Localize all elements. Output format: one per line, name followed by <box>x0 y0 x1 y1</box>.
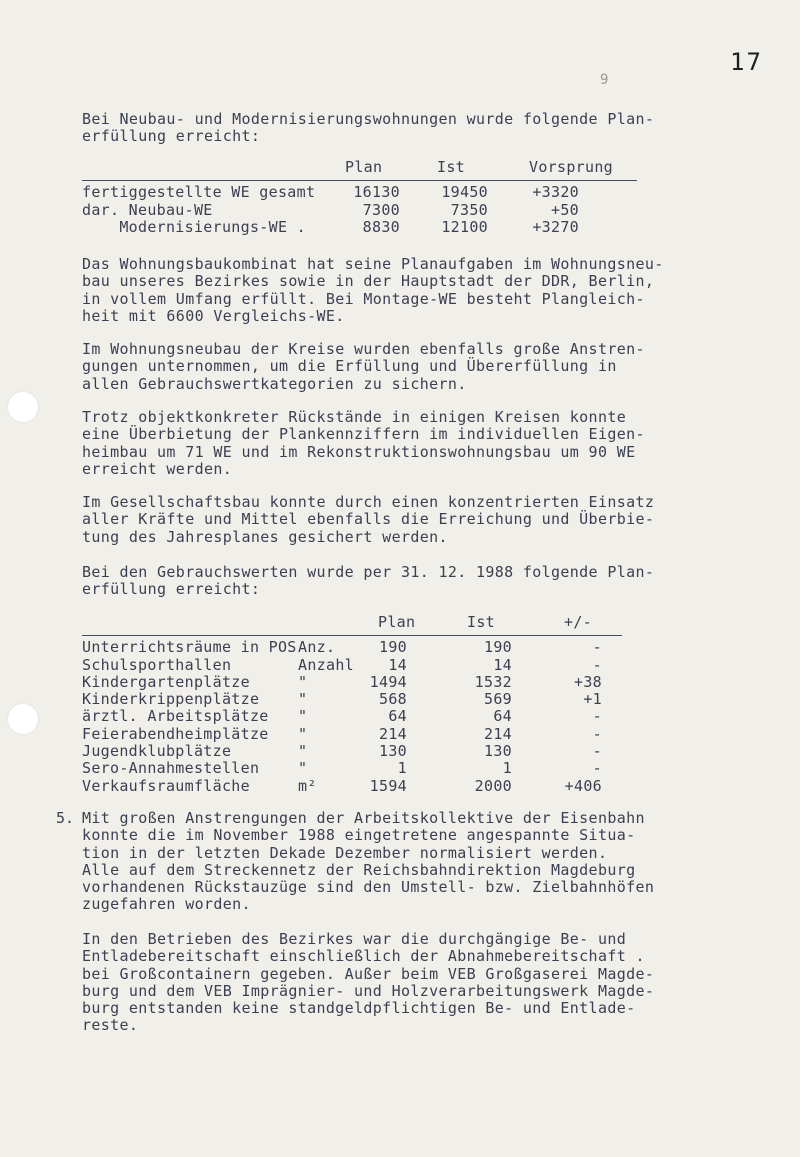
row-label: Feierabendheimplätze <box>82 724 269 743</box>
cell-unit: " <box>298 690 308 709</box>
text-line: Bei Neubau- und Modernisierungswohnungen wurde folgende Plan- <box>82 110 655 128</box>
table-row <box>82 657 642 674</box>
cell-plan: 1594 <box>369 776 407 795</box>
table-rule <box>82 180 637 181</box>
table-row <box>82 760 642 777</box>
cell-diff: - <box>592 707 602 726</box>
cell-plan: 14 <box>388 655 407 674</box>
cell-unit: " <box>298 759 308 778</box>
text-line: konnte die im November 1988 eingetretene angespannte Situa- <box>82 826 636 845</box>
cell-ist: 1 <box>502 759 512 778</box>
table-row <box>82 184 642 201</box>
kreise-paragraph <box>82 341 722 393</box>
text-line: Mit großen Anstrengungen der Arbeitskollektive der Eisenbahn <box>82 809 645 827</box>
text-line: zugefahren worden. <box>82 895 251 914</box>
cell-ist: 130 <box>484 742 512 761</box>
text-line: allen Gebrauchswertkategorien zu sichern. <box>82 374 467 393</box>
table-row <box>82 708 642 725</box>
row-label: Verkaufsraumfläche <box>82 776 250 795</box>
cell-plan: 1494 <box>369 672 407 691</box>
section-number: 5. <box>56 809 75 827</box>
text-line: bau unseres Bezirkes sowie in der Hauptstadt der DDR, Berlin, <box>82 272 655 291</box>
cell-diff: +38 <box>574 672 602 691</box>
cell-diff: - <box>592 759 602 778</box>
cell-ist: 19450 <box>441 183 488 202</box>
text-line: aller Kräfte und Mittel ebenfalls die Erreichung und Überbie- <box>82 510 655 529</box>
text-line: Trotz objektkonkreter Rückstände in einigen Kreisen konnte <box>82 408 627 426</box>
cell-diff: +406 <box>564 776 602 795</box>
table-row <box>82 202 642 219</box>
table-row <box>82 674 642 691</box>
cell-plan: 64 <box>388 707 407 726</box>
cell-unit: Anzahl <box>298 655 354 674</box>
cell-unit: Anz. <box>298 638 336 657</box>
row-label: Modernisierungs-WE . <box>82 217 306 236</box>
cell-plan: 130 <box>379 742 407 761</box>
row-label: dar. Neubau-WE <box>82 200 213 219</box>
cell-plan: 7300 <box>362 200 400 219</box>
intro-paragraph <box>82 111 722 146</box>
cell-plan: 1 <box>397 759 407 778</box>
cell-ist: 64 <box>493 707 512 726</box>
cell-plan: 16130 <box>353 183 400 202</box>
cell-unit: " <box>298 742 308 761</box>
cell-ist: 7350 <box>450 200 488 219</box>
cell-ist: 1532 <box>474 672 512 691</box>
text-line: Das Wohnungsbaukombinat hat seine Planaufgaben im Wohnungsneu- <box>82 255 664 273</box>
row-label: Unterrichtsräume in POS <box>82 638 297 657</box>
cell-plan: 8830 <box>362 217 400 236</box>
cell-diff: - <box>592 655 602 674</box>
housing-table <box>82 159 642 236</box>
text-line: Im Gesellschaftsbau konnte durch einen konzentrierten Einsatz <box>82 493 655 511</box>
cell-unit: m² <box>298 776 317 795</box>
text-line: erreicht werden. <box>82 459 233 478</box>
cell-unit: " <box>298 707 308 726</box>
text-line: heimbau um 71 WE und im Rekonstruktionswohnungsbau um 90 WE <box>82 442 636 461</box>
cell-ist: 569 <box>484 690 512 709</box>
row-label: Sero-Annahmestellen <box>82 759 260 778</box>
cell-unit: " <box>298 724 308 743</box>
row-label: Kindergartenplätze <box>82 672 250 691</box>
cell-ist: 214 <box>484 724 512 743</box>
row-label: ärztl. Arbeitsplätze <box>82 707 269 726</box>
text-line: bei Großcontainern gegeben. Außer beim VEB Großgaserei Magde- <box>82 964 655 983</box>
table-row <box>82 219 642 236</box>
row-label: Schulsporthallen <box>82 655 232 674</box>
cell-diff: +50 <box>551 200 579 219</box>
cell-ist: 2000 <box>474 776 512 795</box>
cell-ist: 190 <box>484 638 512 657</box>
col-header-plan: Plan <box>378 613 416 631</box>
text-line: Im Wohnungsneubau der Kreise wurden ebenfalls große Anstren- <box>82 340 645 358</box>
cell-diff: +3320 <box>532 183 579 202</box>
row-label: Jugendklubplätze <box>82 742 232 761</box>
gesellschaft-paragraph <box>82 494 722 546</box>
table-header-row <box>82 159 642 176</box>
text-line: vorhandenen Rückstauzüge sind den Umstell- bzw. Zielbahnhöfen <box>82 878 655 897</box>
table-row <box>82 639 642 656</box>
text-line: gungen unternommen, um die Erfüllung und Übererfüllung in <box>82 357 617 376</box>
gebrauch-paragraph <box>82 564 722 599</box>
text-line: erfüllung erreicht: <box>82 127 261 146</box>
stamp-number: 17 <box>730 48 763 76</box>
gebrauchswerte-table <box>82 614 642 795</box>
text-line: Alle auf dem Streckennetz der Reichsbahndirektion Magdeburg <box>82 860 636 879</box>
cell-ist: 12100 <box>441 217 488 236</box>
page-number: 9 <box>600 72 609 88</box>
table-header-row <box>82 614 642 631</box>
text-line: In den Betrieben des Bezirkes war die durchgängige Be- und <box>82 930 627 948</box>
table-row <box>82 691 642 708</box>
table-row <box>82 743 642 760</box>
kombinat-paragraph <box>82 256 722 325</box>
cell-diff: +3270 <box>532 217 579 236</box>
section5-paragraph <box>82 810 722 914</box>
col-header-diff: +/- <box>564 613 592 631</box>
text-line: in vollem Umfang erfüllt. Bei Montage-WE besteht Plangleich- <box>82 289 645 308</box>
table-rule <box>82 635 622 636</box>
text-line: Entladebereitschaft einschließlich der Abnahmebereitschaft . <box>82 947 645 966</box>
col-header-plan: Plan <box>345 158 383 176</box>
cell-diff: +1 <box>583 690 602 709</box>
cell-diff: - <box>592 742 602 761</box>
cell-plan: 214 <box>379 724 407 743</box>
cell-ist: 14 <box>493 655 512 674</box>
text-line: heit mit 6600 Vergleichs-WE. <box>82 306 345 325</box>
col-header-ist: Ist <box>437 158 465 176</box>
table-row <box>82 778 642 795</box>
cell-unit: " <box>298 672 308 691</box>
text-line: erfüllung erreicht: <box>82 580 261 599</box>
text-line: reste. <box>82 1016 139 1035</box>
cell-plan: 568 <box>379 690 407 709</box>
cell-diff: - <box>592 724 602 743</box>
table-row <box>82 726 642 743</box>
col-header-vorsprung: Vorsprung <box>529 158 613 176</box>
text-line: eine Überbietung der Plankennziffern im individuellen Eigen- <box>82 425 645 444</box>
col-header-ist: Ist <box>467 613 495 631</box>
betriebe-paragraph <box>82 931 722 1035</box>
text-line: Bei den Gebrauchswerten wurde per 31. 12. 1988 folgende Plan- <box>82 563 655 581</box>
punch-hole-bottom <box>8 704 38 734</box>
text-line: tung des Jahresplanes gesichert werden. <box>82 527 448 546</box>
cell-plan: 190 <box>379 638 407 657</box>
trotz-paragraph <box>82 409 722 478</box>
row-label: fertiggestellte WE gesamt <box>82 183 316 202</box>
row-label: Kinderkrippenplätze <box>82 690 260 709</box>
text-line: tion in der letzten Dekade Dezember normalisiert werden. <box>82 843 608 862</box>
text-line: burg und dem VEB Imprägnier- und Holzverarbeitungswerk Magde- <box>82 981 655 1000</box>
punch-hole-top <box>8 392 38 422</box>
cell-diff: - <box>592 638 602 657</box>
text-line: burg entstanden keine standgeldpflichtigen Be- und Entlade- <box>82 999 636 1018</box>
